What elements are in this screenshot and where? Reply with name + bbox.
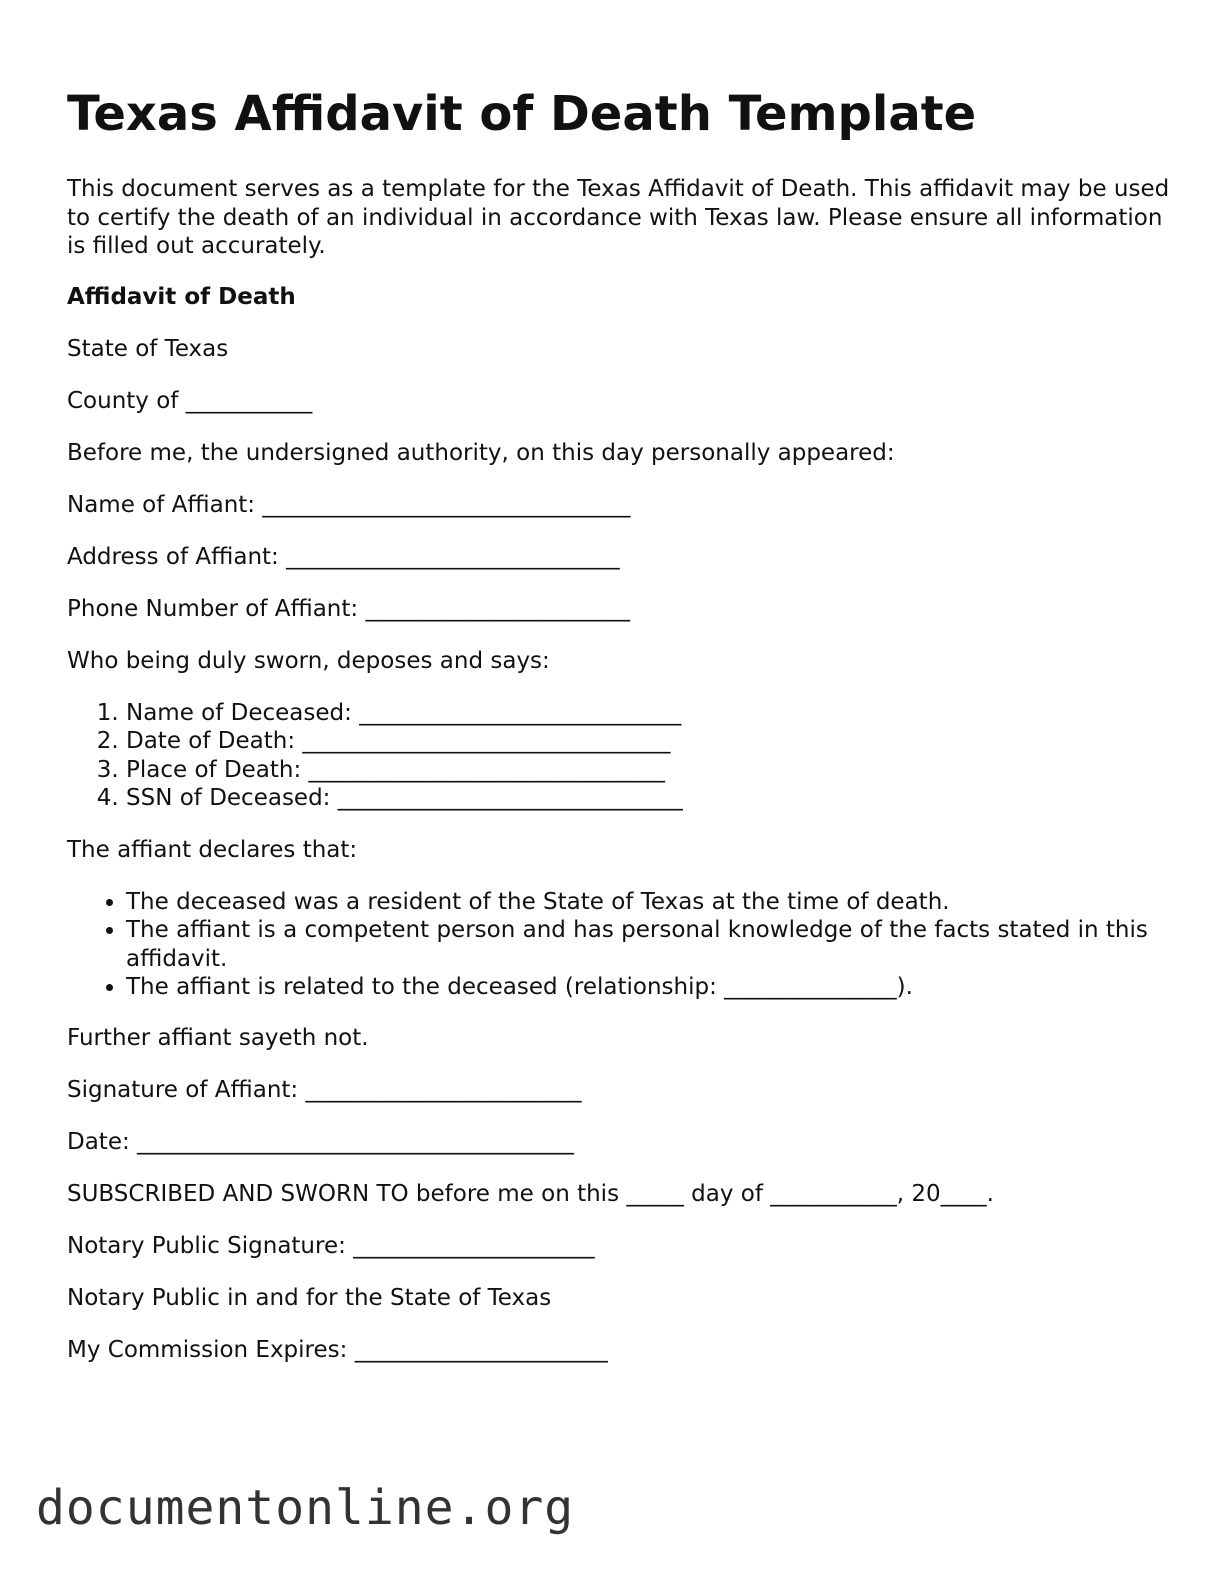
- notary-state-line: Notary Public in and for the State of Texas: [67, 1285, 552, 1311]
- list-item: 1. Name of Deceased: ____________________________: [126, 699, 683, 727]
- page-title: Texas Affidavit of Death Template: [67, 86, 977, 142]
- declarations-list: [67, 888, 1196, 1001]
- signature-line: Signature of Affiant: ________________________: [67, 1077, 582, 1103]
- commission-line: My Commission Expires: ______________________: [67, 1337, 608, 1363]
- list-item: • The deceased was a resident of the State of Texas at the time of death.: [126, 888, 1196, 916]
- list-item: 4. SSN of Deceased: ______________________________: [126, 784, 683, 812]
- section-heading: Affidavit of Death: [67, 284, 296, 310]
- subscribed-line: SUBSCRIBED AND SWORN TO before me on this _____ day of ___________, 20____.: [67, 1181, 994, 1207]
- declares-line: The affiant declares that:: [67, 837, 358, 863]
- before-me-line: Before me, the undersigned authority, on this day personally appeared:: [67, 440, 895, 466]
- further-line: Further affiant sayeth not.: [67, 1025, 369, 1051]
- list-item: 2. Date of Death: ________________________________: [126, 727, 683, 755]
- notary-signature-line: Notary Public Signature: _____________________: [67, 1233, 595, 1259]
- date-line: Date: ______________________________________: [67, 1129, 575, 1155]
- county-line: County of ___________: [67, 388, 313, 414]
- list-item: • The affiant is related to the deceased (relationship: _______________).: [126, 973, 1196, 1001]
- sworn-line: Who being duly sworn, deposes and says:: [67, 648, 550, 674]
- list-item: • The affiant is a competent person and has personal knowledge of the facts stated in this affidavit.: [126, 916, 1196, 973]
- watermark: documentonline.org: [36, 1480, 575, 1536]
- list-item: 3. Place of Death: _______________________________: [126, 756, 683, 784]
- intro-paragraph: This document serves as a template for the Texas Affidavit of Death. This affidavit may be used to certify the death of an individual in accordance with Texas law. Please ensure all information is filled out accurately.: [67, 176, 1170, 259]
- state-line: State of Texas: [67, 336, 229, 362]
- deceased-details-list: [67, 699, 683, 812]
- affiant-phone-line: Phone Number of Affiant: _______________________: [67, 596, 630, 622]
- affiant-address-line: Address of Affiant: _____________________________: [67, 544, 620, 570]
- affiant-name-line: Name of Affiant: ________________________________: [67, 492, 631, 518]
